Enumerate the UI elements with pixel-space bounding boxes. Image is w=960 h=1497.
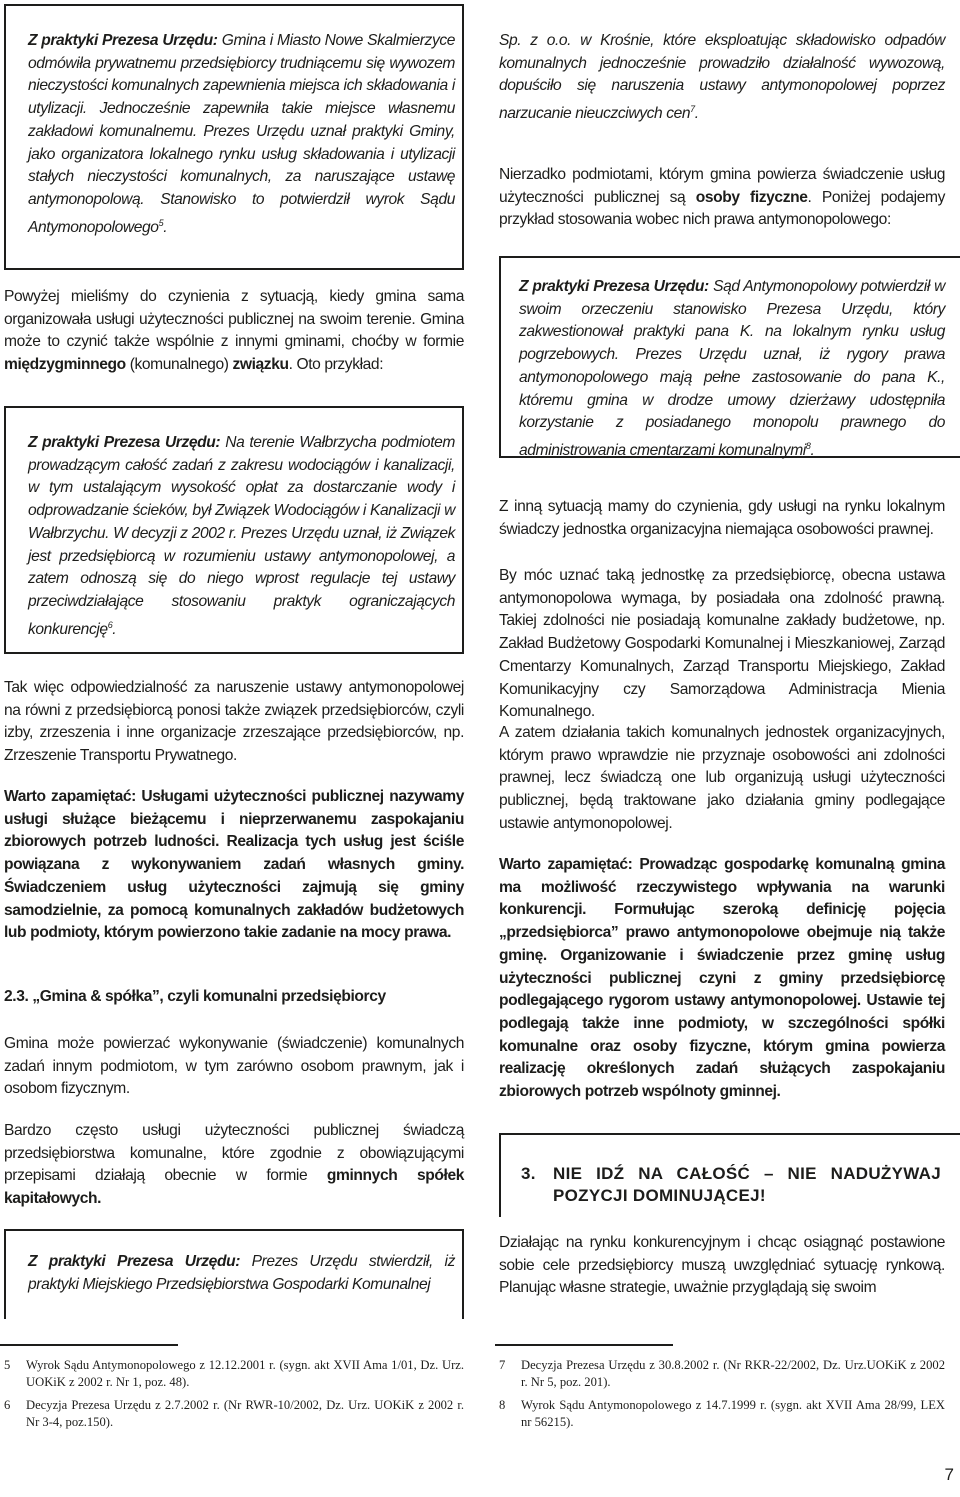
footnote-ref-6[interactable]: 6 [107, 619, 113, 630]
paragraph-dzialania-jednostek: A zatem działania takich komunalnych jednostek organizacyjnych, którym prawo wprawdzie nie przyznaje osobowości ani zdolności prawnej, lecz świadczą one lub organizują usługi użyteczności publicznej, będą traktowane jako działania gminy podlegające ustawie antymonopolowej. [499, 724, 945, 832]
case-box-pogrzebowe [499, 256, 960, 458]
case-lead: Z praktyki Prezesa Urzędu: [28, 434, 221, 451]
paragraph-zwiazek: Tak więc odpowiedzialność za naruszenie ustawy antymonopolowej na równi z przedsiębiorcą ponosi także związek przedsiębiorców, czyli izby, zrzeszenia i inne organizacje zrzeszające przedsiębiorców, np. Zrzeszenie Transportu Prywatnego. [4, 679, 464, 765]
paragraph-zdolnosc-prawna: By móc uznać taką jednostkę za przedsiębiorcę, obecna ustawa antymonopolowa wymaga, by posiadała ona zdolność prawną. Takiej zdolności nie posiadają komunalne zakłady budżetowe, np. Zakład Budżetowy Gospodarki Komunalnej i Mieszkaniowej, Zarząd Cmentarzy Komunalnych, Zarząd Transportu Miejskiego, Zakład Komunikacyjny czy Samorządowa Administracja Mienia Komunalnego. [499, 567, 945, 721]
section-heading-2-3: 2.3. „Gmina & spółka”, czyli komunalni przedsiębiorcy [4, 988, 386, 1005]
chapter-title: NIE IDŹ NA CAŁOŚĆ – NIE NADUŻYWAJ POZYCJI DOMINUJĄCEJ! [553, 1164, 941, 1205]
footnotes-right [499, 1357, 945, 1437]
case-box-nowe-skalmierzyce [4, 4, 464, 270]
paragraph-rynek-konkurencyjny: Działając na rynku konkurencyjnym i chcąc osiągnąć postawione sobie cele przedsiębiorcy muszą uwzględniać sytuację rynkową. Planując własne strategie, uważnie przyglądają się swoim [499, 1234, 945, 1297]
remember-box-right: Warto zapamiętać: Prowadząc gospodarkę komunalną gmina ma możliwość rzeczywistego wpływania na warunki konkurencji. Formułując szeroką definicję pojęcia „przedsiębiorca” prawo antymonopolowe obejmuje nią także gminę. Organizowanie i świadczenie przez gminę usług użyteczności publicznej czyni z gminy przedsiębiorcę podlegającego rygorom ustawy antymonopolowej. Ustawie tej podlegają także inne podmioty, w szczególności spółki komunalne oraz osoby fizyczne, którym gmina powierza realizację określonych zadań służących zaspokajaniu zbiorowych potrzeb wspólnoty gminnej. [499, 856, 945, 1101]
remember-box-left: Warto zapamiętać: Usługami użyteczności publicznej nazywamy usługi służące bieżącemu i nieprzerwanemu zaspokajaniu zbiorowych potrzeb ludności. Realizacja tych usług jest ściśle powiązana z wykonywaniem zadań własnych gminy. Świadczeniem usług użyteczności zajmują się gminy samodzielnie, za pomocą komunalnych zakładów budżetowych lub podmioty, którym powierzono takie zadanie na mocy prawa. [4, 788, 464, 942]
footnote-ref-7[interactable]: 7 [690, 104, 695, 115]
paragraph-spolki: Bardzo często usługi użyteczności publicznej świadczą przedsiębiorstwa komunalne, które zgodnie z obowiązującymi przepisami działają obecnie w formie gminnych spółek kapitałowych. [4, 1122, 464, 1208]
footnote-7: 7 Decyzja Prezesa Urzędu z 30.8.2002 r. (Nr RKR-22/2002, Dz. Urz.UOKiK z 2002 r. Nr 5, poz. 201). [499, 1358, 945, 1389]
footnote-8: 8 Wyrok Sądu Antymonopolowego z 14.7.1999 r. (sygn. akt XVII Ama 28/99, LEX nr 56215). [499, 1398, 945, 1429]
paragraph-gmina-powierza: Gmina może powierzać wykonywanie (świadczenie) komunalnych zadań innym podmiotom, w tym zarówno osobom prawnym, jak i osobom fizycznym. [4, 1035, 464, 1098]
chapter-number: 3. [521, 1164, 536, 1183]
case-continuation-krosno: Sp. z o.o. w Krośnie, które eksploatując składowisko odpadów komunalnych jednocześnie prowadziło działalność wywozową, dopuściło się naruszenia ustawy antymonopolowej poprzez narzucanie nieuczciwych cen$^7$. [499, 32, 945, 123]
page-number: 7 [944, 1465, 954, 1484]
case-lead: Z praktyki Prezesa Urzędu: [28, 1253, 240, 1270]
case-box-krosno [4, 1229, 464, 1319]
paragraph-osoby-fizyczne: Nierzadko podmiotami, którym gmina powierza świadczenie usług użyteczności publicznej są osoby fizyczne. Poniżej podajemy przykład stosowania wobec nich prawa antymonopolowego: [499, 166, 945, 229]
footnote-ref-8[interactable]: 8 [805, 440, 811, 451]
footnote-5: 5 Wyrok Sądu Antymonopolowego z 12.12.2001 r. (sygn. akt XVII Ama 1/01, Dz. Urz. UOKiK z 2002 r. Nr 1, poz. 48). [4, 1358, 464, 1389]
footnote-6: 6 Decyzja Prezesa Urzędu z 2.7.2002 r. (Nr RWR-10/2002, Dz. Urz. UOKiK z 2002 r. Nr 3-4, poz.150). [4, 1398, 464, 1429]
case-text: Z praktyki Prezesa Urzędu: Na terenie Wałbrzycha podmiotem prowadzącym całość zadań z zakresu wodociągów i kanalizacji, w tym ustalającym wysokość opłat za dostarczanie wody i odprowadzanie ścieków, był Związek Wodociągów i Kanalizacji w Wałbrzychu. W decyzji z 2002 r. Prezes Urzędu uznał, iż Związek jest przedsiębiorcą w rozumieniu ustawy antymonopolowej, a zatem odnoszą się do niego wprost regulacje tej ustawy przeciwdziałające stosowaniu praktyk ograniczających konkurencję$^6$. [28, 434, 455, 638]
case-lead: Z praktyki Prezesa Urzędu: [519, 278, 709, 295]
chapter-heading [521, 1163, 941, 1207]
case-box-walbrzych [4, 406, 464, 654]
paragraph-jednostka: Z inną sytuacją mamy do czynienia, gdy usługi na rynku lokalnym świadczy jednostka organizacyjna niemająca osobowości prawnej. [499, 498, 945, 538]
case-text: Z praktyki Prezesa Urzędu: Gmina i Miasto Nowe Skalmierzyce odmówiła prywatnemu przedsiębiorcy trudniącemu się wywozem nieczystości komunalnych zapewnienia miejsca ich składowania i utylizacji. Jednocześnie zapewniła takie miejsce własnemu zakładowi komunalnemu. Prezes Urzędu uznał praktyki Gminy, jako organizatora lokalnego rynku usług składowania i utylizacji stałych nieczystości komunalnych, za naruszające ustawę antymonopolową. Stanowisko to potwierdził wyrok Sądu Antymonopolowego$^5$. [28, 32, 456, 236]
case-text: Z praktyki Prezesa Urzędu: Sąd Antymonopolowy potwierdził w swoim orzeczeniu stanowisko Prezesa Urzędu, który zakwestionował praktyki pana K. na lokalnym rynku usług pogrzebowych. Prezes Urzędu uznał, iż rygory prawa antymonopolowego mają pełne zastosowanie do pana K., któremu gmina w drodze umowy dzierżawy udostępniła korzystanie z posiadanego monopolu prawnego do administrowania cmentarzami komunalnymi$^8$. [519, 278, 945, 460]
case-lead: Z praktyki Prezesa Urzędu: [28, 32, 218, 49]
case-text: Z praktyki Prezesa Urzędu: Prezes Urzędu stwierdził, iż praktyki Miejskiego Przedsiębiorstwa Gospodarki Komunalnej [28, 1253, 455, 1293]
footnotes-left [4, 1357, 464, 1437]
footnote-rule-right [495, 1344, 673, 1346]
footnote-rule-left [0, 1344, 178, 1346]
footnote-ref-5[interactable]: 5 [158, 217, 164, 228]
chapter-heading-box [499, 1133, 960, 1217]
paragraph-gmina-sama: Powyżej mieliśmy do czynienia z sytuacją, kiedy gmina sama organizowała usługi użyteczności publicznej na swoim terenie. Gmina może to czynić także wspólnie z innymi gminami, choćby w formie międzygminnego (komunalnego) związku. Oto przykład: [4, 288, 464, 374]
